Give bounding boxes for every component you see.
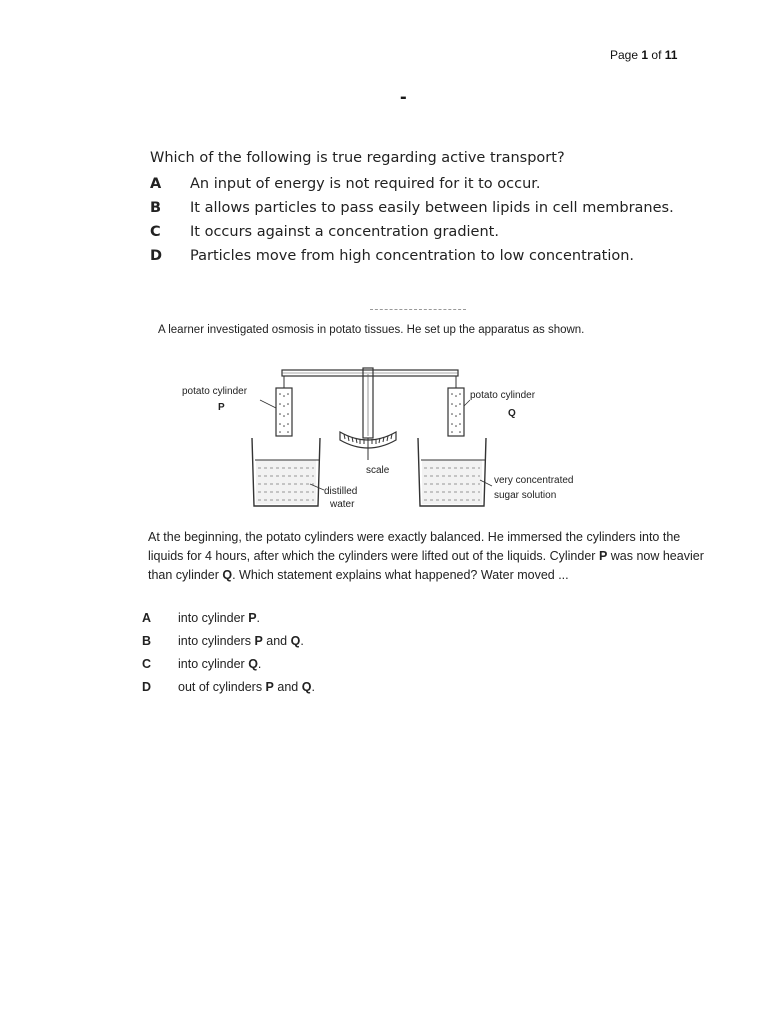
question-1-option-a [150, 172, 690, 196]
option-letter: C [150, 224, 161, 240]
label-right-cylinder: potato cylinder [470, 390, 536, 401]
option-letter: D [150, 248, 163, 264]
label-p: P [218, 402, 225, 413]
question-1-stem: Which of the following is true regarding active transport? [150, 150, 565, 166]
stem-cylinder-p: P [598, 549, 608, 563]
question-2-option-b [142, 629, 315, 652]
stem-part-1: At the beginning, the potato cylinders were exactly balanced. He immersed the cylinders into the liquids for 4 hours, after which the cylinders were lifted out of the liquids. Cylinder [148, 530, 681, 563]
label-left-cylinder: potato cylinder [182, 386, 248, 397]
option-letter: B [142, 633, 152, 648]
question-2-option-d [142, 675, 315, 698]
page-current: 1 [641, 48, 649, 62]
question-1-option-b [150, 196, 690, 220]
question-1-option-c [150, 220, 690, 244]
option-text: It allows particles to pass easily between lipids in cell membranes. [190, 200, 674, 216]
page-total: 11 [664, 48, 678, 62]
header-mark: - [400, 86, 407, 108]
label-distilled: distilled [324, 486, 358, 497]
option-letter: D [142, 679, 152, 694]
question-2-stem [148, 528, 708, 585]
question-2-option-c [142, 652, 315, 675]
question-2-intro: A learner investigated osmosis in potato tissues. He set up the apparatus as shown. [158, 324, 585, 336]
option-text: into cylinders P and Q. [178, 633, 304, 648]
label-sugar-solution: sugar solution [494, 490, 557, 501]
label-very-concentrated: very concentrated [494, 475, 574, 486]
question-2-option-a [142, 606, 315, 629]
label-scale: scale [366, 465, 390, 476]
option-text: out of cylinders P and Q. [178, 679, 315, 694]
option-text: into cylinder P. [178, 610, 261, 625]
page-number [610, 48, 677, 62]
osmosis-apparatus-diagram [170, 360, 610, 520]
option-letter: A [150, 176, 162, 192]
option-text: into cylinder Q. [178, 656, 262, 671]
page-prefix: Page [610, 48, 639, 62]
page-of: of [651, 48, 662, 62]
label-q: Q [508, 408, 516, 419]
option-text: An input of energy is not required for it to occur. [190, 176, 541, 192]
label-water: water [330, 499, 355, 510]
stem-cylinder-q: Q [222, 568, 233, 582]
apparatus-svg [170, 360, 610, 520]
option-letter: C [142, 656, 152, 671]
question-1-option-d [150, 244, 690, 268]
option-text: Particles move from high concentration to low concentration. [190, 248, 635, 264]
stem-part-3: . Which statement explains what happened? Water moved ... [232, 568, 569, 582]
question-2-options [142, 606, 315, 698]
option-letter: A [142, 610, 152, 625]
option-text: It occurs against a concentration gradient. [190, 224, 499, 240]
question-1 [150, 150, 690, 268]
option-letter: B [150, 200, 162, 216]
scan-artifact [370, 309, 466, 312]
stem-part-2: was now heavier than cylinder [148, 549, 704, 582]
